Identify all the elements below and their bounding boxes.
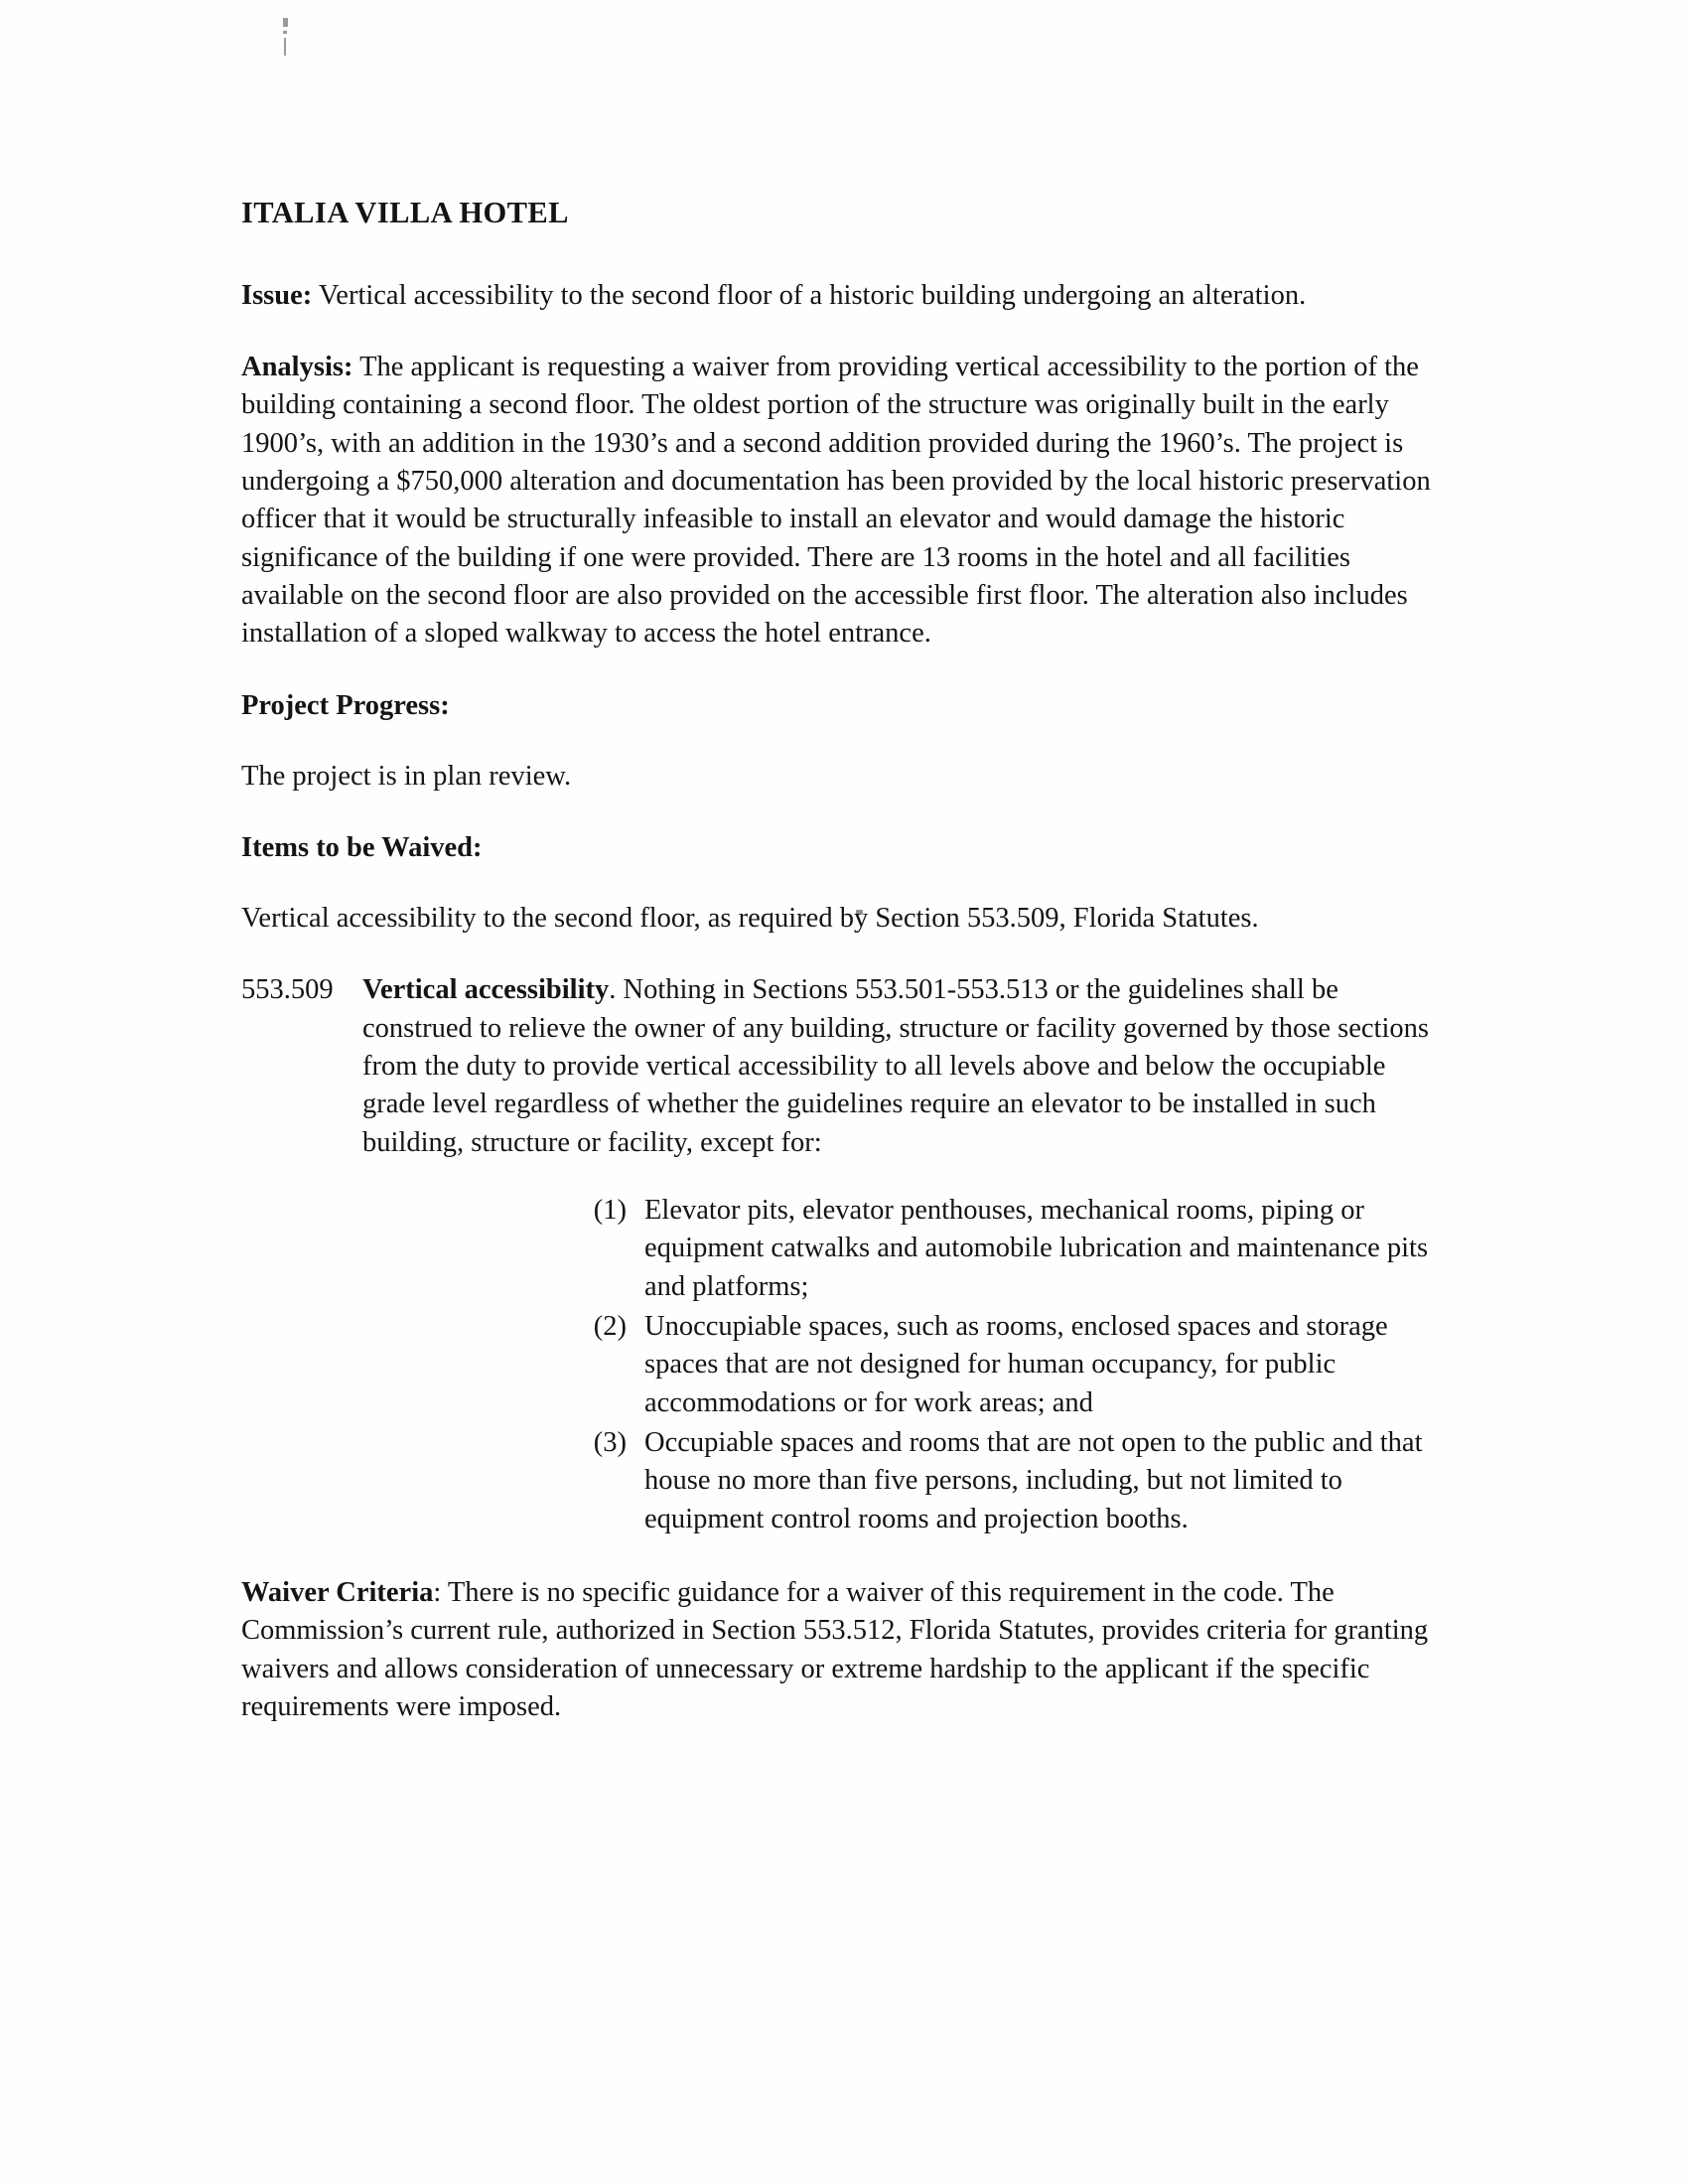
- issue-text: Vertical accessibility to the second floor of a historic building undergoing an alteration.: [312, 279, 1307, 311]
- statute-exception-list: [241, 1192, 1452, 1538]
- waiver-criteria-paragraph: [241, 1574, 1452, 1726]
- statute-title: Vertical accessibility: [362, 974, 610, 1006]
- analysis-label: Analysis:: [241, 351, 353, 382]
- document-body: [241, 195, 1452, 1760]
- scan-artifact-mark: [283, 18, 289, 70]
- list-item-marker: (3): [593, 1426, 627, 1458]
- project-progress-text: The project is in plan review.: [241, 760, 572, 792]
- waiver-criteria-text: : There is no specific guidance for a waiver of this requirement in the code. The Commission’s current rule, authorized in Section 553.512, Florida Statutes, provides criteria for granting waivers and allows consideration of unnecessary or extreme hardship to the applicant if the specific requirements were imposed.: [241, 1576, 1429, 1722]
- items-to-be-waived-text: Vertical accessibility to the second floor, as required by Section 553.509, Florida Statutes.: [241, 902, 1259, 934]
- list-item: [241, 1424, 1452, 1538]
- list-item-text: Unoccupiable spaces, such as rooms, enclosed spaces and storage spaces that are not designed for human occupancy, for public accommodations or for work areas; and: [644, 1310, 1388, 1418]
- list-item-marker: (1): [593, 1194, 627, 1226]
- items-to-be-waived-heading: Items to be Waived:: [241, 831, 483, 863]
- waiver-criteria-label: Waiver Criteria: [241, 1576, 434, 1608]
- list-item: [241, 1308, 1452, 1422]
- analysis-paragraph: [241, 349, 1452, 654]
- list-item: [241, 1192, 1452, 1306]
- analysis-text: The applicant is requesting a waiver from providing vertical accessibility to the portion of the building containing a second floor. The oldest portion of the structure was originally built in the early 1900’s, with an addition in the 1930’s and a second addition provided during the 1960’s. The project is undergoing a $750,000 alteration and documentation has been provided by the local historic preservation officer that it would be structurally infeasible to install an elevator and would damage the historic significance of the building if one were provided. There are 13 rooms in the hotel and all facilities available on the second floor are also provided on the accessible first floor. The alteration also includes installation of a sloped walkway to access the hotel entrance.: [241, 351, 1431, 650]
- statute-text: . Nothing in Sections 553.501-553.513 or the guidelines shall be construed to relieve the owner of any building, structure or facility governed by those sections from the duty to provide vertical accessibility to all levels above and below the occupiable grade level regardless of whether the guidelines require an elevator to be installed in such building, structure or facility, except for:: [362, 974, 1429, 1158]
- page-title: ITALIA VILLA HOTEL: [241, 196, 569, 229]
- list-item-text: Occupiable spaces and rooms that are not open to the public and that house no more than five persons, including, but not limited to equipment control rooms and projection booths.: [644, 1426, 1423, 1534]
- project-progress-heading: Project Progress:: [241, 689, 450, 721]
- statute-number: 553.509: [241, 974, 334, 1006]
- statute-block: [241, 971, 1452, 1162]
- issue-label: Issue:: [241, 279, 313, 311]
- issue-paragraph: [241, 277, 1452, 315]
- statute-body: [362, 971, 1452, 1162]
- list-item-text: Elevator pits, elevator penthouses, mechanical rooms, piping or equipment catwalks and automobile lubrication and maintenance pits and platforms;: [644, 1194, 1429, 1302]
- list-item-marker: (2): [593, 1310, 627, 1342]
